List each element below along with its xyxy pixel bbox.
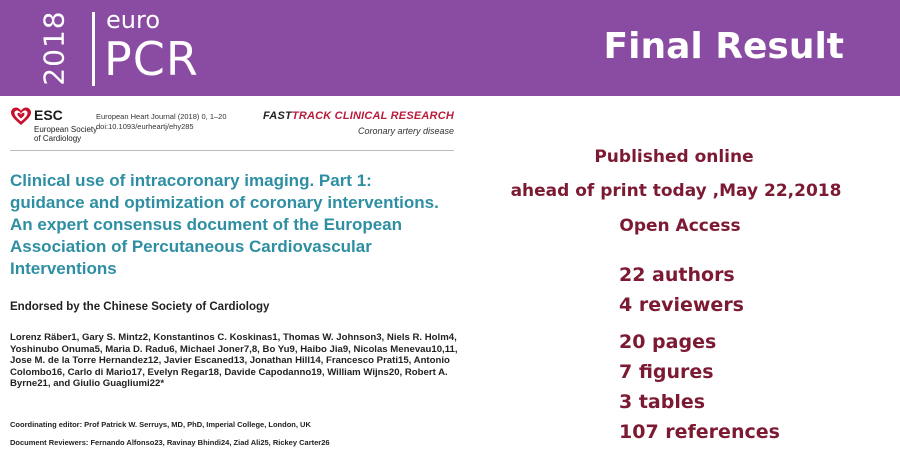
journal-citation [96,112,227,132]
stat-tables: 3 tables [619,391,706,413]
paper-front-page [0,96,480,476]
header-divider [10,150,454,151]
open-access-label: Open Access [619,216,741,236]
publication-date: ahead of print today ,May 22,2018 [510,181,842,201]
banner-title: Final Result [603,26,844,67]
subspecialty-label: Coronary artery disease [357,126,454,136]
brand-euro: euro [106,6,160,34]
coordinating-editor: Coordinating editor: Prof Patrick W. Serruys, MD, PhD, Imperial College, London, UK [10,420,311,429]
esc-logo [10,106,100,150]
banner-divider [92,12,95,86]
year-label: 2018 [37,10,71,86]
stat-pages: 20 pages [619,331,717,353]
journal-doi: doi:10.1093/eurheartj/ehy285 [96,122,194,131]
esc-full-name: European Society of Cardiology [34,125,98,143]
stat-references: 107 references [619,421,780,443]
year-label-box [24,8,84,88]
journal-line-1: European Heart Journal (2018) 0, 1–20 [96,112,227,121]
section-label-suffix: TRACK CLINICAL RESEARCH [291,110,454,122]
author-list: Lorenz Räber1, Gary S. Mintz2, Konstantinos C. Koskinas1, Thomas W. Johnson3, Niels R. Holm4, Yoshinubo Onuma5, Maria D. Radu6, Michael Joner7,8, Bo Yu9, Haibo Jia9, Nicolas Menevau10,11, Jose M. de la Torre Hernandez12, Javier Escaned13, Jonathan Hill14, Francesco Prati15, Antonio Colombo16, Carlo di Mario17, Evelyn Regar18, Davide Capodanno19, William Wijns20, Robert A. Byrne21, and Giulio Guagliumi22* [10,332,458,390]
paper-title: Clinical use of intracoronary imaging. Part 1: guidance and optimization of coronary interventions. An expert consensus document of the European Association of Percutaneous Cardiovascular Interventions [10,171,439,278]
brand-pcr: PCR [104,32,199,86]
top-banner [0,0,900,96]
heart-logo-icon [10,106,32,128]
stat-figures: 7 figures [619,361,714,383]
section-label-prefix: FAST [263,110,292,122]
document-reviewers: Document Reviewers: Fernando Alfonso23, Ravinay Bhindi24, Ziad Ali25, Rickey Carter26 [10,438,330,447]
esc-abbr: ESC [34,107,63,123]
section-label [263,110,454,122]
endorsement-line: Endorsed by the Chinese Society of Cardiology [10,301,270,313]
published-online-label: Published online [594,147,754,167]
stat-reviewers: 4 reviewers [619,294,744,316]
stat-authors: 22 authors [619,264,735,286]
